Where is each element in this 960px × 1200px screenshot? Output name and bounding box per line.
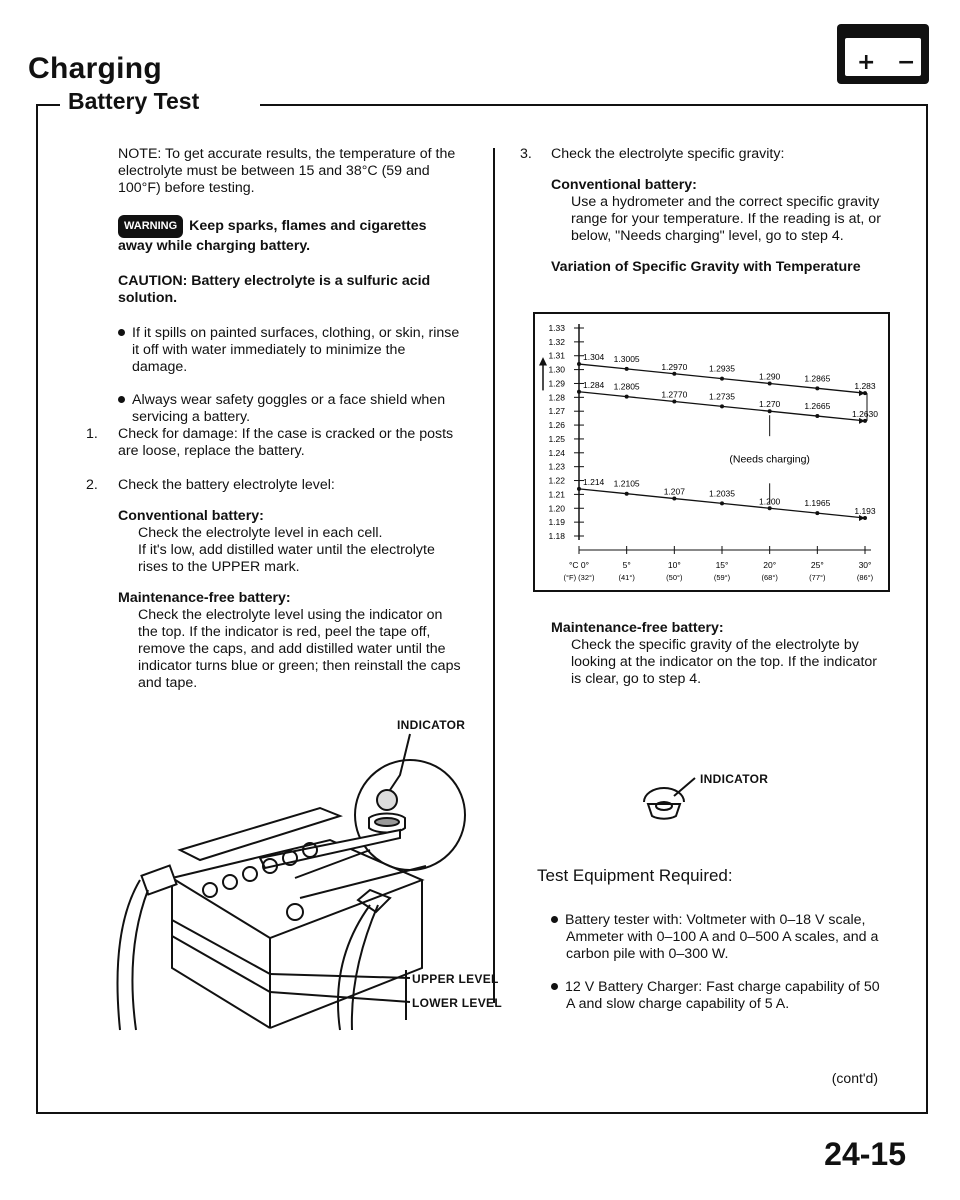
data-label: 1.270 <box>759 399 781 410</box>
step-number: 2. <box>86 477 98 493</box>
y-tick-label: 1.31 <box>548 350 565 361</box>
data-label: 1.1965 <box>804 498 831 509</box>
bullet-icon <box>118 396 125 403</box>
chart-heading: Variation of Specific Gravity with Temperature <box>551 259 861 275</box>
y-tick-label: 1.23 <box>548 461 565 472</box>
y-tick-label: 1.33 <box>548 323 565 333</box>
indicator-label: INDICATOR <box>700 772 769 786</box>
x-tick-label-f: (41°) <box>618 573 635 582</box>
step-2-block <box>118 477 464 692</box>
x-tick-label: 20° <box>763 560 777 570</box>
warning-text: Keep sparks, flames and cigarettes away while charging battery. <box>118 218 427 254</box>
x-tick-label-f: (50°) <box>666 573 683 582</box>
equipment-heading: Test Equipment Required: <box>537 866 733 885</box>
caution-text: CAUTION: Battery electrolyte is a sulfuric acid solution. <box>118 273 431 306</box>
mf-text: Check the electrolyte level using the indicator on the top. If the indicator is red, peel the tape off, remove the caps, and add distilled water until the indicator turns blue or green; then reinstall the caps and tape. <box>138 607 461 691</box>
step-3-text: Check the electrolyte specific gravity: <box>551 146 785 162</box>
battery-body <box>845 38 921 76</box>
y-tick-label: 1.20 <box>548 503 565 514</box>
data-point <box>720 501 724 505</box>
step-number: 3. <box>520 146 532 162</box>
step-2-text: Check the battery electrolyte level: <box>118 477 335 493</box>
step-3-block <box>551 146 891 276</box>
data-point <box>768 506 772 510</box>
data-label: 1.2770 <box>661 389 688 400</box>
chart-svg <box>535 314 888 590</box>
y-tick-label: 1.29 <box>548 378 565 389</box>
x-tick-label-f: (68°) <box>761 573 778 582</box>
bullet-icon <box>551 983 558 990</box>
warning-badge: WARNING <box>118 215 183 238</box>
y-tick-label: 1.22 <box>548 475 565 486</box>
y-tick-label: 1.19 <box>548 517 565 528</box>
x-tick-label-f: (59°) <box>713 573 731 582</box>
data-label: 1.2630 <box>852 408 878 419</box>
minus-sign: − <box>897 50 916 75</box>
y-tick-label: 1.24 <box>548 447 565 458</box>
data-label: 1.2935 <box>709 363 735 374</box>
conventional-heading: Conventional battery: <box>551 177 697 193</box>
data-label: 1.214 <box>583 476 605 487</box>
bullet-item <box>118 392 464 426</box>
section-title: Battery Test <box>62 88 205 115</box>
x-tick-label: °C 0° <box>568 560 590 570</box>
left-column <box>118 146 464 426</box>
step-number: 1. <box>86 426 98 442</box>
data-label: 1.2105 <box>613 478 640 489</box>
data-label: 1.304 <box>583 352 605 363</box>
page-title: Charging <box>28 52 163 85</box>
data-label: 1.284 <box>583 379 605 390</box>
x-tick-label: 25° <box>810 560 824 570</box>
bullet-icon <box>551 916 558 923</box>
equipment-list <box>551 912 891 1013</box>
y-tick-label: 1.21 <box>548 489 565 500</box>
data-label: 1.200 <box>759 496 781 507</box>
y-tick-label: 1.28 <box>548 392 565 403</box>
bullet-text: Always wear safety goggles or a face shield when servicing a battery. <box>132 392 446 425</box>
column-divider <box>493 148 495 1003</box>
bullet-text: If it spills on painted surfaces, clothing, or skin, rinse it off with water immediately to minimize the damage. <box>132 325 460 375</box>
data-label: 1.2970 <box>661 361 688 372</box>
mf-text: Check the specific gravity of the electrolyte by looking at the indicator on the top. If the indicator is clear, go to step 4. <box>571 637 878 687</box>
conventional-heading: Conventional battery: <box>118 508 264 524</box>
data-point <box>720 404 724 408</box>
data-point <box>815 386 819 390</box>
indicator-label: INDICATOR <box>397 718 466 732</box>
data-point <box>672 399 676 403</box>
data-point <box>672 372 676 376</box>
note-text: NOTE: To get accurate results, the temperature of the electrolyte must be between 15 and 38°C (59 and 100°F) before testing. <box>118 146 456 196</box>
data-label: 1.3005 <box>613 353 640 364</box>
equipment-item <box>551 912 891 963</box>
x-tick-label: 5° <box>622 560 631 570</box>
x-tick-label-f: (86°) <box>856 573 874 582</box>
x-tick-label: 30° <box>858 560 872 570</box>
data-label: 1.2665 <box>804 401 831 412</box>
data-point <box>625 395 629 399</box>
specific-gravity-chart <box>533 312 890 592</box>
needs-charging-label: (Needs charging) <box>729 453 810 466</box>
mf-heading: Maintenance-free battery: <box>118 590 291 606</box>
x-tick-label: 10° <box>667 560 681 570</box>
data-point <box>720 377 724 381</box>
data-label: 1.2865 <box>804 373 831 384</box>
y-tick-label: 1.26 <box>548 420 565 431</box>
x-tick-label: 15° <box>715 560 729 570</box>
data-label: 1.290 <box>759 371 781 382</box>
mf-heading: Maintenance-free battery: <box>551 620 724 636</box>
data-label: 1.207 <box>663 486 685 497</box>
lower-level-label: LOWER LEVEL <box>412 996 502 1010</box>
data-point <box>577 487 581 491</box>
battery-illustration <box>100 730 470 1040</box>
data-point <box>815 414 819 418</box>
plus-sign: + <box>857 50 876 75</box>
data-label: 1.193 <box>854 505 876 516</box>
continued-label: (cont'd) <box>831 1070 878 1086</box>
data-label: 1.2735 <box>709 391 735 402</box>
step-1-text: Check for damage: If the case is cracked or the posts are loose, replace the battery. <box>118 426 454 459</box>
page-number: 24-15 <box>824 1136 906 1172</box>
data-label: 1.2805 <box>613 381 640 392</box>
bullet-icon <box>118 329 125 336</box>
y-tick-label: 1.27 <box>548 406 565 417</box>
y-tick-label: 1.32 <box>548 336 565 347</box>
y-tick-label: 1.18 <box>548 531 565 541</box>
data-point <box>815 511 819 515</box>
y-tick-label: 1.25 <box>548 433 565 444</box>
data-label: 1.283 <box>854 381 876 392</box>
equipment-text: Battery tester with: Voltmeter with 0–18 V scale, Ammeter with 0–100 A and 0–500 A scales, and a carbon pile with 0–300 W. <box>565 912 879 962</box>
arrow-head <box>539 357 547 365</box>
conventional-text: Use a hydrometer and the correct specific gravity range for your temperature. If the reading is at, or below, "Needs charging" level, go to step 4. <box>571 194 881 244</box>
conventional-line: Check the electrolyte level in each cell. <box>138 525 383 541</box>
upper-level-label: UPPER LEVEL <box>412 972 499 986</box>
y-tick-label: 1.30 <box>548 364 565 375</box>
equipment-item <box>551 979 891 1013</box>
data-point <box>577 362 581 366</box>
mf-block-right <box>551 620 891 688</box>
data-point <box>768 409 772 413</box>
data-point <box>672 497 676 501</box>
data-label: 1.2035 <box>709 488 735 499</box>
conventional-line: If it's low, add distilled water until the electrolyte rises to the UPPER mark. <box>138 542 435 575</box>
x-tick-label-f: (77°) <box>809 573 826 582</box>
equipment-text: 12 V Battery Charger: Fast charge capability of 50 A and slow charge capability of 5 A. <box>565 979 880 1012</box>
data-point <box>625 367 629 371</box>
battery-icon <box>837 24 929 84</box>
data-point <box>768 381 772 385</box>
warning-block <box>118 215 464 255</box>
data-point <box>577 390 581 394</box>
x-tick-label-f: (°F) (32°) <box>563 573 595 582</box>
bullet-item <box>118 325 464 376</box>
data-point <box>625 492 629 496</box>
